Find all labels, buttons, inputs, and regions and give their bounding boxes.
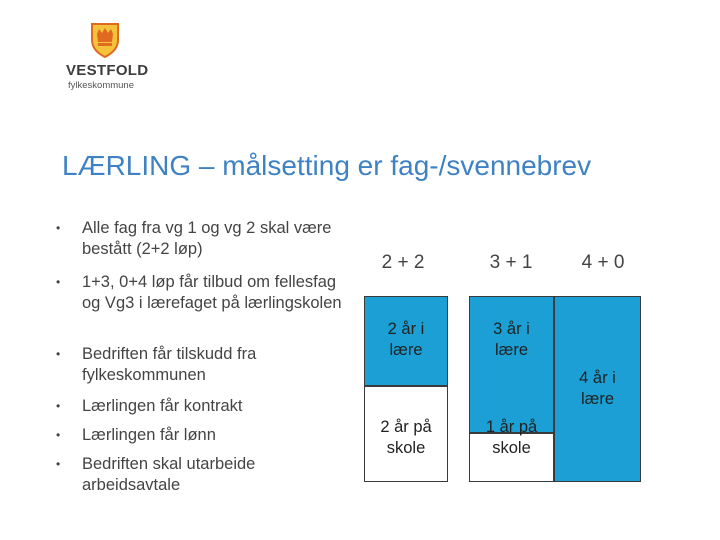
apprentice-text: 2 år i lære [387,320,425,359]
school-text: 1 år på skole [485,418,538,457]
crown-shield-icon [90,22,120,58]
apprentice-box-3-1 [469,296,554,433]
school-box-3-1 [469,418,554,482]
bullet-text: Lærlingen får lønn [82,426,216,444]
model-label-3-1: 3 + 1 [489,252,533,273]
bullet-dot: • [56,399,61,413]
bullet-text: Bedriften skal utarbeide arbeidsavtale [82,455,256,494]
school-box-2-2 [364,386,448,482]
bullet-text: Lærlingen får kontrakt [82,397,243,415]
apprentice-text: 4 år i lære [579,369,616,408]
vestfold-logo [62,22,152,92]
page-title: LÆRLING – målsetting er fag-/svennebrev [62,150,592,181]
bullet-text: Alle fag fra vg 1 og vg 2 skal være bestått (2+2 løp) [82,219,332,258]
bullet-dot: • [56,428,61,442]
apprentice-box-4-0 [554,296,641,482]
school-text: 2 år på skole [380,418,432,457]
bullet-dot: • [56,457,61,471]
model-label-2-2: 2 + 2 [381,252,425,273]
bullet-text: 1+3, 0+4 løp får tilbud om fellesfag og Vg3 i lærefaget på lærlingskolen [82,273,342,312]
bullet-dot: • [56,221,61,235]
logo-name: VESTFOLD [66,62,149,79]
bullet-dot: • [56,275,61,289]
logo-subtitle: fylkeskommune [68,80,134,91]
bullet-dot: • [56,347,61,361]
model-label-4-0: 4 + 0 [581,252,625,273]
apprentice-box-2-2 [364,296,448,386]
apprentice-text: 3 år i lære [493,320,530,359]
bullet-text: Bedriften får tilskudd fra fylkeskommunen [82,345,257,384]
